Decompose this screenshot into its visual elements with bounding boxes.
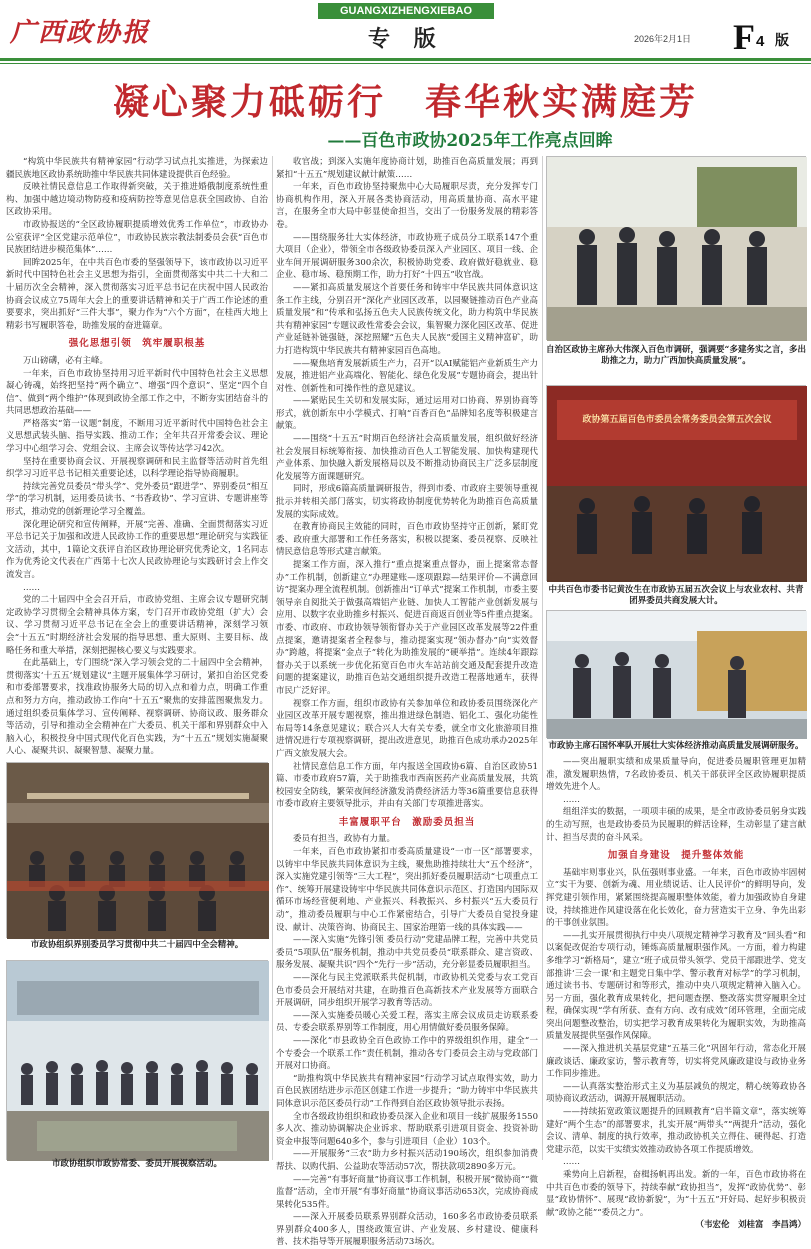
paragraph: ——紧贴民生关切和发展实际，通过运用对口协商、界别协商等形式，就创新东中小学模式、打响“百香百色”品牌知名度等积极建言献策。 xyxy=(276,396,538,432)
paragraph: …… xyxy=(23,582,40,593)
paragraph: …… xyxy=(563,1157,580,1168)
section-1-paragraphs xyxy=(6,355,268,758)
headline: 凝心聚力砥砺行 春华秋实满庭芳 xyxy=(112,81,698,123)
paragraph: 严格落实“第一议题”制度，不断用习近平新时代中国特色社会主义思想武装头脑、指导实践、推动工作；全年共召开常委会议、理论学习中心组学习会、党组会议、主席会议等传达学习42次。 xyxy=(6,418,268,455)
paragraph: 视察工作方面，组织市政协有关参加单位和政协委员围绕深化产业园区改革开展专题视察，推出推进绿色制造、铝化工、强化功能性布局等14条意见建议；联合兴人大有关专委，就全市文化旅游项目推进情况进行专项视察调研，提出改进意见，助推百色成功承办2025年广西文旅发展大会。 xyxy=(276,698,538,759)
photo-factory-research xyxy=(546,610,806,738)
paragraph: ——深化“市县政协全百色政协工作中的界级组织作用，建全“一个专委会一个联系工作”责任机制，推动各专门委员会主动与党政部门开展对口协商。 xyxy=(276,1035,538,1072)
photo-chairman-visit xyxy=(546,156,806,340)
photo-caption-5: 市政协主席石国怀率队开展壮大实体经济推动高质量发展调研服务。 xyxy=(548,741,804,751)
paragraph: ——围绕“十五五”时期百色经济社会高质量发展，组织做好经济社会发展目标统筹衔接、加快推动百色人工智能发展、加快构建现代产业体系、加快融入新发展格局以及不断推动协商民主广泛多层制度化发展等方面课题研究。 xyxy=(276,434,538,482)
photo-group-visit xyxy=(6,960,268,1160)
subheadline: ——百色市政协2025年工作亮点回眸 xyxy=(327,131,613,151)
paragraph: 一年来，百色市政协坚持用习近平新时代中国特色社会主义思想凝心铸魂，始终把坚持“两个确立”、增强“四个意识”、坚定“四个自信”、做到“两个维护”体现到政协全部工作之中，不断夯实团结奋斗的共同思想政治基础—— xyxy=(6,368,268,417)
paragraph: 深化理论研究和宣传阐释，开展“完善、准确、全面贯彻落实习近平总书记关于加强和改进人民政协工作的重要思想”理论研究与实践征文活动，其中，1篇论文获评自治区政协理论研究优秀论文，1名同志作为优秀论文代表在广西第十七次人民政协理论与实践研讨会上作交流发言。 xyxy=(6,519,268,580)
paragraph: 收官战；到深入实施年度协商计划，助推百色高质量发展；再到紧扣“十五五”规划建议献计献策…… xyxy=(276,157,538,180)
paragraph: 全市各级政协组织和政协委员深入企业和项目一线扩展服务1550多人次、推动协调解决企业诉求、帮助联系引进项目资金、投资补助资金申报等问题640多个，参与引进项目（企业）103个。 xyxy=(276,1111,538,1147)
paragraph: 坚持在重要协商会议、开展视察调研和民主监督等活动时首先组织学习习近平总书记相关重要论述，以科学理论指导协商履职。 xyxy=(6,456,268,480)
masthead xyxy=(0,0,811,62)
paragraph: 同时，形成6篇高质量调研报告，得到市委、市政府主要领导重视批示并转相关部门落实，切实将政协制度优势转化为助推百色高质量发展的实际成效。 xyxy=(276,484,538,520)
paragraph: 在此基础上，专门围绕“深入学习领会党的二十届四中全会精神，贯彻落实‘十五五’规划建议”主题开展集体学习研讨，紧扣自治区党委和市委部署要求，找准政协服务大局的切入点和着力点，明确工作重点和努力方向，推动政协工作向“十五五”聚焦的安排蓝图聚焦发力。通过组织委员集体学习、宣传阐释、视察调研、协商议政、服务群众等活动，引导和推动全会精神在广大委员、机关干部和界别群众中入脑入心，积极投身中国式现代化百色实践，为“十五五”规划实施凝聚人心、凝聚共识、凝聚智慧、凝聚力量。 xyxy=(6,658,268,757)
paragraph: 社情民意信息工作方面，年内报送全国政协6篇、自治区政协51篇、市委市政府57篇，关于助推我市西南医药产业高质量发展，共筑校园安全防线，繁荣夜间经济激发消费经济活力等36篇重要信息获得市委市政府主要领导批示，并由有关部门专项推进落实。 xyxy=(276,761,538,810)
author-byline: （韦宏伦 刘桂富 李昌鸿） xyxy=(695,1220,806,1231)
column-divider-2 xyxy=(542,156,543,1160)
factory-photo-image xyxy=(547,611,807,739)
section-name: 专 版 xyxy=(368,26,444,52)
paragraph: 组组洋实的数据，一项项丰硕的成果，是全市政协委员躬身实践的生动写照，也是政协委员为民履职的鲜活诠释，生动彰显了建言献计、担当尽责的奋斗风采。 xyxy=(546,807,806,843)
paragraph: “助推构筑中华民族共有精神家园”行动学习试点取得实效，助力百色民族团结进步示范区创建工作进一步提升；“助力铸牢中华民族共同体意识示范区委员行动”工作得到自治区政协领导批示表扬。 xyxy=(276,1073,538,1109)
paragraph: ——紧扣高质量发展这个首要任务和铸牢中华民族共同体意识这条工作主线，分别召开“深化产业园区改革，以园聚链推动百色产业高质量发展”和“传承和弘扬五色夫人民族传统文化，助力构筑中华民族共有精神家园”专题议政性常委会会议，集智聚力深化园区改革、促进产业延链补链强链，深挖照耀“五色夫人民族”爱国主义精神富矿，助力打造构筑中华民族共有精神家园百色高地。 xyxy=(276,282,538,356)
paragraph: 持续完善党员委员“带头学”、党外委员“跟进学”、界别委员“相互学”的学习机制，运用委员读书、“书香政协”、学习宣讲、专题讲座等形式，推动党的创新理论学习全覆盖。 xyxy=(6,481,268,518)
visit-photo-image xyxy=(547,157,807,341)
paragraph: 委员有担当，政协有力量。 xyxy=(293,834,396,845)
paragraph: 一年来，百色市政协紧扣市委高质量建设“一市一区”部署要求，以铸牢中华民族共同体意识为主线，聚焦助推持续壮大“五个经济”，深入实施党建引领等“三大工程”，突出抓好委员履职活动“七项重点工作”、统筹开展建设铸牢中华民族共同体意识示范区、打造国内国际双循环市场经营便利地、产业振兴、科教振兴、乡村振兴“五大委员行动”，推动委员履职与中心工作紧密结合，引导广大委员自觉投身建设、献计、决策咨询、协商民主、国家治理第一线的具体实践—— xyxy=(276,847,538,933)
section-title-4: 加强自身建设 提升整体效能 xyxy=(607,850,745,862)
paragraph: 万山磅礴，必有主峰。 xyxy=(23,355,109,366)
column-2-paragraphs xyxy=(276,156,538,811)
section-title-1: 强化思想引领 筑牢履职根基 xyxy=(68,338,206,350)
paragraph: 一年来，百色市政协坚持聚焦中心大局履职尽责，充分发挥专门协商机构作用，深入开展各类协商活动，用高质量协商、高水平建言，在服务全市大局中彰显使命担当，交出了一份服务发展的精彩答卷。 xyxy=(276,182,538,230)
paragraph: …… xyxy=(563,794,580,805)
paragraph: ——深入实施委员暖心关爱工程，落实主席会议成员走访联系委员、专委会联系界别等工作制度，用心用情做好委员服务保障。 xyxy=(276,1010,538,1034)
photo-caption-4: 中共百色市委书记黄汝生在市政协五届五次会议上与农业农村、共青团界委员共商发展大计。 xyxy=(548,585,804,606)
column-3-paragraphs xyxy=(546,756,806,844)
photo-caption-1: 市政协组织界别委员学习贯彻中共二十届四中全会精神。 xyxy=(30,940,244,950)
group-photo-image xyxy=(7,961,269,1161)
paragraph: 乘势向上启新程，奋楫扬帆再出发。新的一年，百色市政协将在中共百色市委的领导下，持续奉献“政协担当”，发挥“政协优势”、彰显“政协情怀”、展现“政协新貌”，为“十五五”开好局、起好步积极贡献“政协之能”“委员之力”。 xyxy=(546,1170,806,1218)
article-column-1 xyxy=(6,156,268,757)
paragraph: ——认真落实整治形式主义为基层减负的规定，精心统筹政协各项协商议政活动，调源开展履职活动。 xyxy=(546,1081,806,1105)
intro-paragraphs xyxy=(6,156,268,332)
paragraph: ——深化与民主党派联系共促机制，市政协机关党委与农工党百色市委员会开展结对共建，在助推百色高新技术产业发展等方面联合开展调研，同步组织开展学习教育等活动。 xyxy=(276,973,538,1009)
issue-date: 2026年2月1日 xyxy=(634,34,692,44)
page-label: 版 xyxy=(775,33,789,49)
paragraph: 提案工作方面，深入推行“重点提案重点督办，面上提案常态督办”工作机制，创新建立“办理建账—逐项跟踪—结果评价—不满意回访”提案办理全流程机制。创新推出“订单式”提案工作机制，市委主要领导亲自阅批关于做强高端铝产业链、加快人工智能产业创新发展与应用、以数字农业助推乡村振兴、促进百商返百创业等5件重点提案。市委、市政府、市政协领导领衔督办关于产业园区改革发展等22件重点提案，邀请提案者全程参与，推动提案实现“领办督办”向“实效督办”跨越，将提案“金点子”转化为助推发展的“硬举措”。连续4年跟踪督办关于以系统一步优化拓宽百色市火车站站前交通及配套提升改造问题的提案建议，助推百色站交通组织提升改造工程落地通车，获得市民广泛好评。 xyxy=(276,560,538,696)
paragraph: 市政协报送的“全区政协履职提质增效优秀工作单位”，市政协办公室获评“全区党建示范单位”，市政协民族宗教法制委员会获“百色市民族团结进步模范集体”…… xyxy=(6,219,268,256)
meeting-photo-image xyxy=(7,763,269,939)
paragraph: 回眸2025年，在中共百色市委的坚强领导下，该市政协以习近平新时代中国特色社会主义思想为指引，全面贯彻落实中共二十大和二十届历次全会精神，深入贯彻落实习近平总书记在庆祝中国人民政治协商会议成立75周年大会上的重要讲话精神和关于广西工作论述的重要要求，突出抓好“三件大事”，聚力作为“六个方面”，在桂西大地上精彩书写履职答卷，助推发展的奋进篇章。 xyxy=(6,257,268,331)
paper-name-logo: 广西政协报 xyxy=(10,18,151,48)
paragraph: ——深入实施“先锋引领 委员行动”党建品牌工程，完善中共党员委员“5项队伍”服务机制，推动中共党员委员“联系群众、建言资政、服务发展、凝聚共识”四个“先行一步”活动，充分彰显委员履职担当。 xyxy=(276,935,538,971)
paragraph: ——持续拓宽政策议题提升的回顾教育“启半篇文章”，落实统筹建好“两个生态”的部署要求，扎实开展“两带头”“两提升”活动，强化会议、清单、制度的执行效率，推动政协机关立得住、硬得起、打造党建示范，以实干实绩实效推动政协各项工作提质增效。 xyxy=(546,1107,806,1155)
paragraph: ——围绕服务壮大实体经济，市政协班子成员分工联系147个重大项目（企业），带领全市各级政协委员深入产业园区、项目一线、企业车间开展调研服务300余次，积极协助党委、政府做好稳就业、稳企业、稳市场、稳预期工作，助力打好“十四五”收官战。 xyxy=(276,232,538,281)
paragraph: ——突出履职实绩和成果质量导向，促进委员履职管理更加精准，激发履职热情，7名政协委员、机关干部获评全区政协履职提质增效先进个人。 xyxy=(546,757,806,793)
paragraph: ——开展服务“三农”助力乡村振兴活动190场次，组织参加消费帮扶、以购代捐、公益助农等活动57次，帮扶款项2890多万元。 xyxy=(276,1149,538,1172)
paper-pinyin-bar: GUANGXIZHENGXIEBAO xyxy=(318,3,494,19)
paragraph: ——扎实开展贯彻执行中央八项规定精神学习教育及“回头看”和以案促改促治专项行动，锤炼高质量履职强作风。一方面，着力构建多维学习“新格局”，建立“班子成员带头领学、党员干部跟进学、党支部推讲‘三会一课’和主题党日集中学、警示教育对标学”的学习机制，通过读书书、专题研讨和等形式，推动中央八项规定精神入脑入心。另一方面，强化教育成果转化，把问题查摆、整改落实贯穿履职全过程，确保实现“学有所获、查有方向、改有成效”闭环管理，全面完成突出问题整改整治，切实把学习教育成果转化为履职实效，为助推高质量发展提供坚强作风保障。 xyxy=(546,930,806,1042)
column-divider-1 xyxy=(272,156,273,1160)
photo-plenary-session xyxy=(546,385,806,581)
session-banner-text: 政协第五届百色市委员会常务委员会第五次会议 xyxy=(582,415,772,425)
article-column-2 xyxy=(276,156,538,1248)
photo-meeting-hall xyxy=(6,762,268,938)
masthead-rule-thin xyxy=(0,63,811,64)
page-letter: F xyxy=(733,17,755,57)
masthead-rule xyxy=(0,58,811,61)
page-number: 4 xyxy=(756,33,765,50)
paragraph: 党的二十届四中全会召开后，市政协党组、主席会议专题研究制定政协学习贯彻全会精神具体方案，专门召开市政协党组（扩大）会议、学习贯彻习近平总书记在全会上的重要讲话精神，深刻学习领会“十五五”时期经济社会发展的指导思想、重大原则、主要目标、战略任务和重大举措，深刻把握核心要义与实践要求。 xyxy=(6,595,268,656)
section-title-3: 丰富履职平台 激励委员担当 xyxy=(338,816,476,828)
photo-caption-3: 自治区政协主席孙大伟深入百色市调研，强调要“多建务实之言，多出助推之力，助力广西加快高质量发展”。 xyxy=(546,345,806,366)
article-column-3 xyxy=(546,756,806,1231)
paragraph: ——深入开展委员联系界别群众活动，160多名市政协委员联系界别群众400多人，围绕政策宣讲、产业发展、乡村建设、健康科普、技术指导等开展履职服务活动73场次。 xyxy=(276,1212,538,1248)
column-2-more-paragraphs xyxy=(276,833,538,1249)
column-3-more-paragraphs xyxy=(546,867,806,1220)
paragraph: ——聚焦培育发展新质生产力，召开“以AI赋能铝产业新质生产力发展，推进铝产业高端化、智能化、绿色化发展”专题协商会，提出针对性、创新性和可操作性的意见建议。 xyxy=(276,358,538,394)
paragraph: 在教育协商民主效能的同时，百色市政协坚持守正创新，紧盯党委、政府重大部署和工作任务落实，积极以提案、委员视察、反映社情民意信息等形式建言献策。 xyxy=(276,522,538,558)
paragraph: 基础牢则事业兴，队伍强则事业盛。一年来，百色市政协牢固树立“实干为要、创新为魂、用业绩说话、让人民评价”的鲜明导向，发挥党建引领作用，紧紧围绕提高履职整体效能，着力加强政协自身建设，持续推进作风建设落在化长效化，奋力营造实干立身、争先出彩的干事创业氛围。 xyxy=(546,867,806,929)
paragraph: “构筑中华民族共有精神家园”行动学习试点扎实推进，为探索边疆民族地区政协系统助推中华民族共同体建设提供百色经验。 xyxy=(6,157,268,180)
photo-caption-2: 市政协组织市政协常委、委员开展视察活动。 xyxy=(51,1159,222,1169)
paragraph: ——深入推进机关基层党建“五基三化”巩固年行动，常态化开展廉政谈话、廉政家访，警示教育等，切实将党风廉政建设与政协业务工作同步推进。 xyxy=(546,1044,806,1080)
paragraph: 反映社情民意信息工作取得新突破，关于推进婚俄制度系统性重构、加强中越边境动物防疫和疫病防控等意见信息获全国政协、自治区政协采用。 xyxy=(6,182,268,218)
paragraph: ——完善“有事好商量”协商议事工作机制，积极开展“微协商”“微监督”活动，全市开展“有事好商量”协商议事活动653次，完成协商成果转化535件。 xyxy=(276,1174,538,1210)
